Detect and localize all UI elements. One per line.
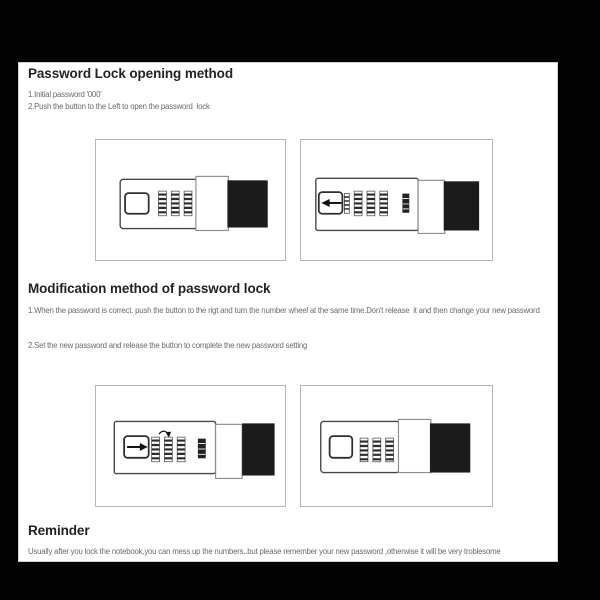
lock-body	[114, 421, 274, 478]
lock-button	[125, 193, 149, 214]
latch-pin	[198, 439, 206, 459]
modification-step-1: 1.When the password is correct. push the button to the rigt and turn the number wheel at the same time.Don't release it and then change your new password	[28, 306, 540, 315]
diagram-panel-top-right	[300, 139, 493, 261]
slide-latch	[196, 176, 228, 230]
modification-step-2: 2.Set the new password and release the button to complete the new password setting	[28, 341, 308, 350]
slide-latch	[418, 180, 445, 233]
reminder-section-title: Reminder	[28, 523, 90, 538]
shackle-block	[444, 181, 479, 230]
combination-lock-closed-icon	[301, 386, 492, 506]
combination-lock-button-right-turn-icon	[96, 386, 285, 506]
number-wheels	[360, 438, 393, 462]
opening-section-title: Password Lock opening method	[28, 66, 233, 81]
diagram-panel-bottom-left	[95, 385, 286, 507]
shackle-block	[227, 180, 267, 227]
diagram-panel-bottom-right	[300, 385, 493, 507]
slide-latch	[398, 419, 430, 472]
shackle-block	[242, 423, 274, 475]
instruction-card	[18, 62, 558, 562]
slide-latch	[216, 424, 243, 478]
diagram-panel-top-left	[95, 139, 286, 261]
number-wheels	[354, 191, 387, 216]
number-wheels	[159, 191, 192, 216]
combination-lock-closed-icon	[96, 140, 285, 260]
latch-pin	[402, 194, 409, 213]
lock-body	[120, 176, 268, 230]
number-wheels	[152, 437, 185, 462]
opening-step-2: 2.Push the button to the Left to open the password lock	[28, 102, 210, 111]
button-ridge	[344, 194, 349, 214]
opening-step-1: 1.Initial password '000'	[28, 90, 102, 99]
lock-body	[321, 419, 471, 472]
shackle-block	[430, 423, 470, 472]
lock-button	[330, 436, 353, 458]
modification-section-title: Modification method of password lock	[28, 281, 271, 296]
lock-body	[316, 178, 479, 233]
reminder-body-text: Usually after you lock the notebook,you can mess up the numbers..but please remember your new password ,otherwise it will be very troblesome	[28, 547, 501, 556]
combination-lock-open-button-left-icon	[301, 140, 492, 260]
